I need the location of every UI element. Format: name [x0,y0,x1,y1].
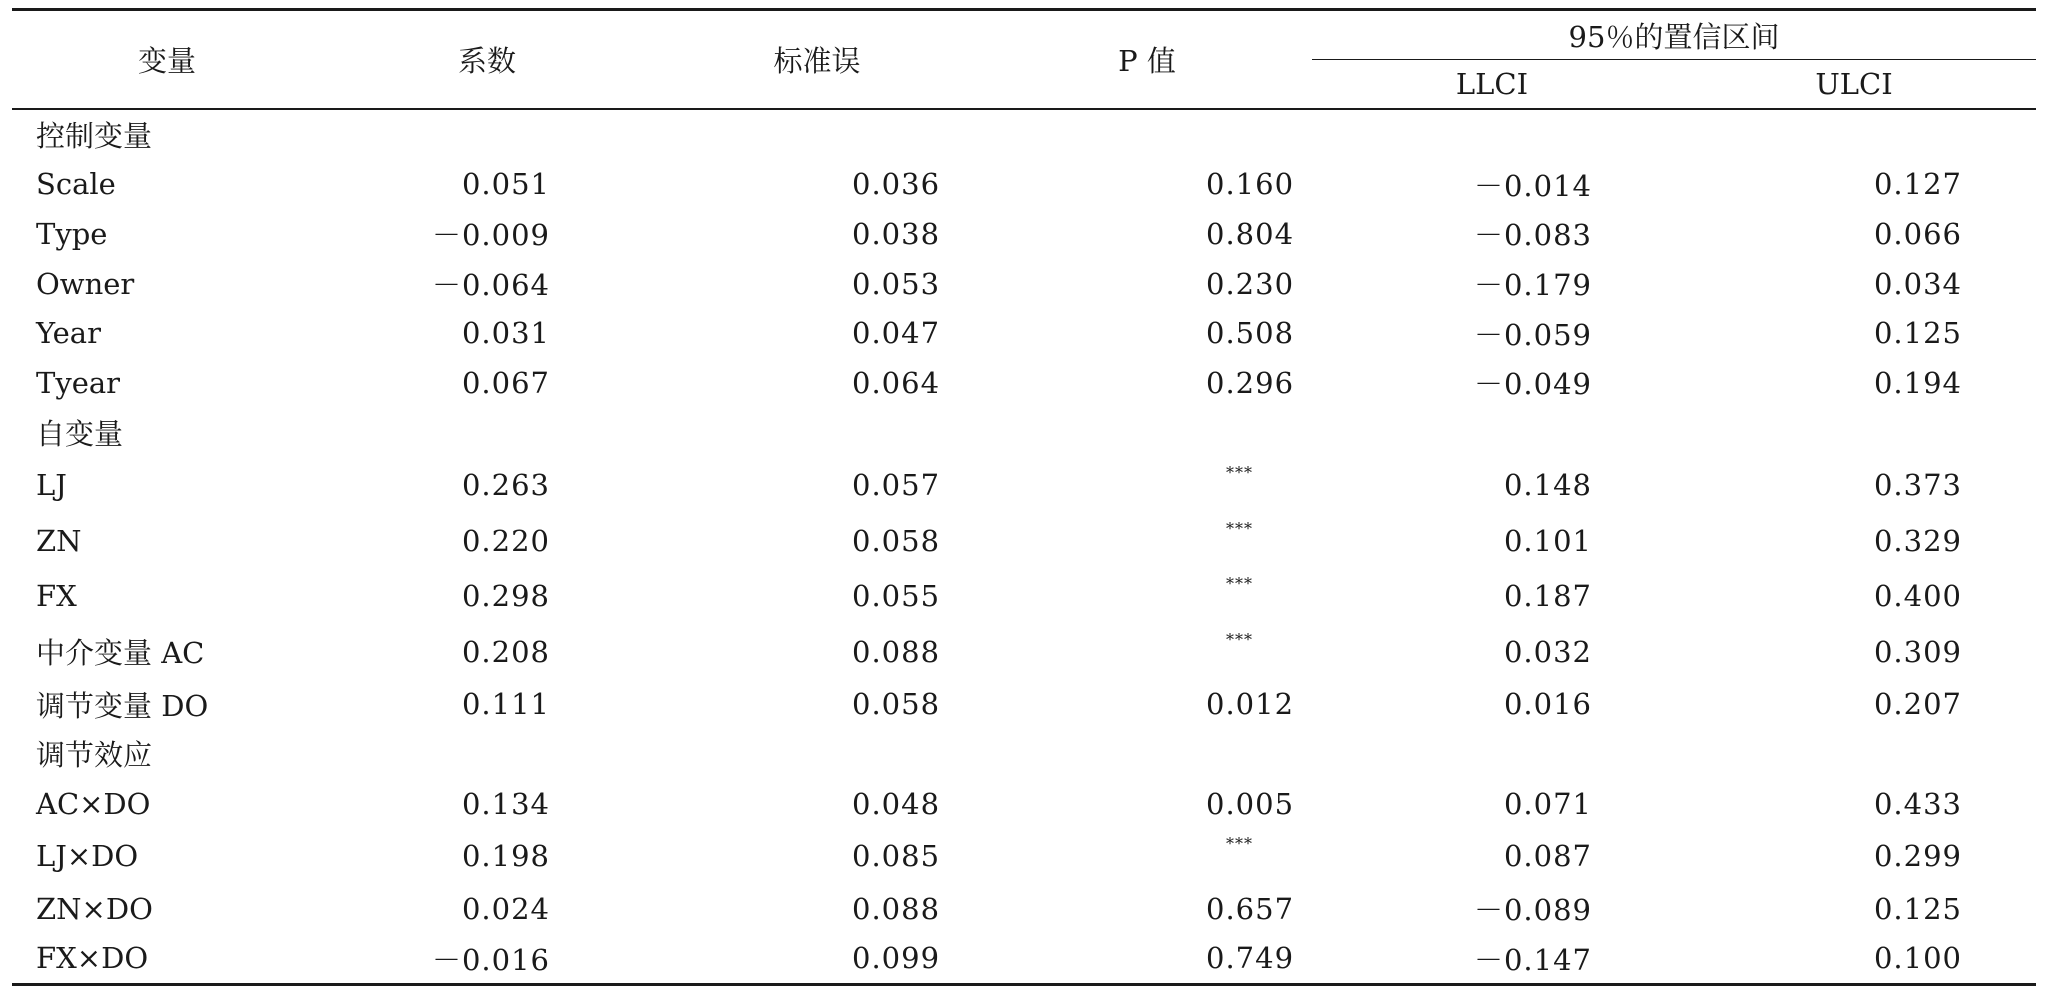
table-row [12,934,2036,985]
table-row [12,160,2036,210]
cell-coefficient: 0.220 [461,523,550,558]
table-row [12,884,2036,934]
cell-std-error: 0.057 [852,467,941,502]
cell-ulci: 0.100 [1672,934,2036,985]
cell-ulci: 0.034 [1873,266,1962,301]
cell-ulci: 0.329 [1873,523,1962,558]
header-std-error: 标准误 [652,10,982,110]
cell-std-error: 0.058 [852,523,941,558]
header-p-value: P 值 [982,10,1312,110]
cell-ulci: 0.373 [1873,467,1962,502]
cell-variable: Owner [36,266,135,301]
cell-std-error: 0.088 [852,891,941,926]
cell-std-error: 0.099 [652,934,982,985]
cell-coefficient: －0.016 [322,934,652,985]
table-row [12,308,2036,358]
cell-p-value-significance: *** [1226,629,1253,649]
cell-std-error: 0.064 [852,365,941,400]
cell-p-value: 0.508 [1206,316,1295,351]
cell-p-value: 0.230 [1206,266,1295,301]
cell-p-value: 0.657 [1206,891,1295,926]
regression-table [12,8,2036,986]
table-row [12,209,2036,259]
cell-llci: 0.032 [1503,634,1592,669]
header-confidence-interval: 95％的置信区间 [1312,10,2036,60]
cell-p-value: 0.012 [1206,687,1295,722]
cell-coefficient: 0.031 [461,316,550,351]
cell-ulci: 0.194 [1873,365,1962,400]
table-header [12,10,2036,110]
cell-coefficient: 0.298 [461,579,550,614]
cell-ulci: 0.299 [1873,839,1962,874]
table-row [12,828,2036,884]
cell-llci: 0.016 [1503,687,1592,722]
cell-coefficient: 0.263 [461,467,550,502]
header-llci: LLCI [1312,60,1672,110]
cell-llci: 0.087 [1503,839,1592,874]
table-row [12,568,2036,624]
cell-variable: 中介变量 AC [36,636,205,671]
cell-coefficient: 0.134 [461,786,550,821]
section-row [12,408,2036,458]
cell-p-value: 0.160 [1206,167,1295,202]
cell-ulci: 0.127 [1873,167,1962,202]
cell-std-error: 0.036 [852,167,941,202]
table-row [12,680,2036,730]
cell-std-error: 0.047 [852,316,941,351]
cell-llci: －0.059 [1473,317,1592,352]
cell-llci: －0.089 [1473,893,1592,928]
section-title: 控制变量 [36,119,153,154]
cell-coefficient: －0.064 [431,268,550,303]
cell-variable: LJ×DO [36,839,139,874]
cell-llci: －0.179 [1473,268,1592,303]
cell-variable: Year [36,316,101,351]
cell-llci: 0.148 [1503,467,1592,502]
cell-p-value: 0.749 [982,934,1312,985]
cell-llci: －0.147 [1312,934,1672,985]
cell-llci: －0.014 [1473,168,1592,203]
table-body [12,109,2036,985]
cell-p-value: 0.005 [1206,786,1295,821]
cell-p-value-significance: *** [1226,463,1253,483]
table-row [12,358,2036,408]
cell-std-error: 0.085 [852,839,941,874]
cell-llci: －0.083 [1473,218,1592,253]
cell-coefficient: 0.051 [461,167,550,202]
cell-p-value-significance: *** [1226,834,1253,854]
cell-variable: ZN [36,523,82,558]
cell-ulci: 0.400 [1873,579,1962,614]
regression-table-container [12,8,2036,986]
cell-variable: AC×DO [36,786,151,821]
cell-variable: 调节变量 DO [36,688,209,723]
section-title: 自变量 [36,416,124,451]
cell-p-value: 0.804 [1206,216,1295,251]
cell-ulci: 0.125 [1873,316,1962,351]
header-variable: 变量 [12,10,322,110]
cell-std-error: 0.053 [852,266,941,301]
cell-std-error: 0.088 [852,634,941,669]
table-row [12,624,2036,680]
section-row [12,109,2036,160]
cell-variable: ZN×DO [36,891,153,926]
cell-variable: Tyear [36,365,121,400]
cell-p-value-significance: *** [1226,574,1253,594]
cell-llci: －0.049 [1473,367,1592,402]
table-row [12,259,2036,309]
header-coefficient: 系数 [322,10,652,110]
cell-std-error: 0.038 [852,216,941,251]
cell-coefficient: 0.067 [461,365,550,400]
cell-p-value: 0.296 [1206,365,1295,400]
cell-variable: Type [36,216,108,251]
cell-std-error: 0.055 [852,579,941,614]
cell-variable: FX×DO [12,934,322,985]
cell-variable: FX [36,579,77,614]
cell-variable: LJ [36,467,67,502]
cell-std-error: 0.058 [852,687,941,722]
cell-ulci: 0.309 [1873,634,1962,669]
table-row [12,457,2036,513]
cell-coefficient: －0.009 [431,218,550,253]
cell-coefficient: 0.024 [461,891,550,926]
cell-llci: 0.101 [1503,523,1592,558]
cell-ulci: 0.125 [1873,891,1962,926]
cell-coefficient: 0.111 [461,687,550,722]
cell-coefficient: 0.208 [461,634,550,669]
cell-variable: Scale [36,167,116,202]
table-row [12,779,2036,829]
header-ulci: ULCI [1672,60,2036,110]
cell-coefficient: 0.198 [461,839,550,874]
cell-llci: 0.187 [1503,579,1592,614]
cell-llci: 0.071 [1503,786,1592,821]
cell-ulci: 0.433 [1873,786,1962,821]
cell-ulci: 0.207 [1873,687,1962,722]
cell-ulci: 0.066 [1873,216,1962,251]
cell-std-error: 0.048 [852,786,941,821]
cell-p-value-significance: *** [1226,518,1253,538]
section-row [12,729,2036,779]
table-row [12,513,2036,569]
section-title: 调节效应 [36,738,153,773]
